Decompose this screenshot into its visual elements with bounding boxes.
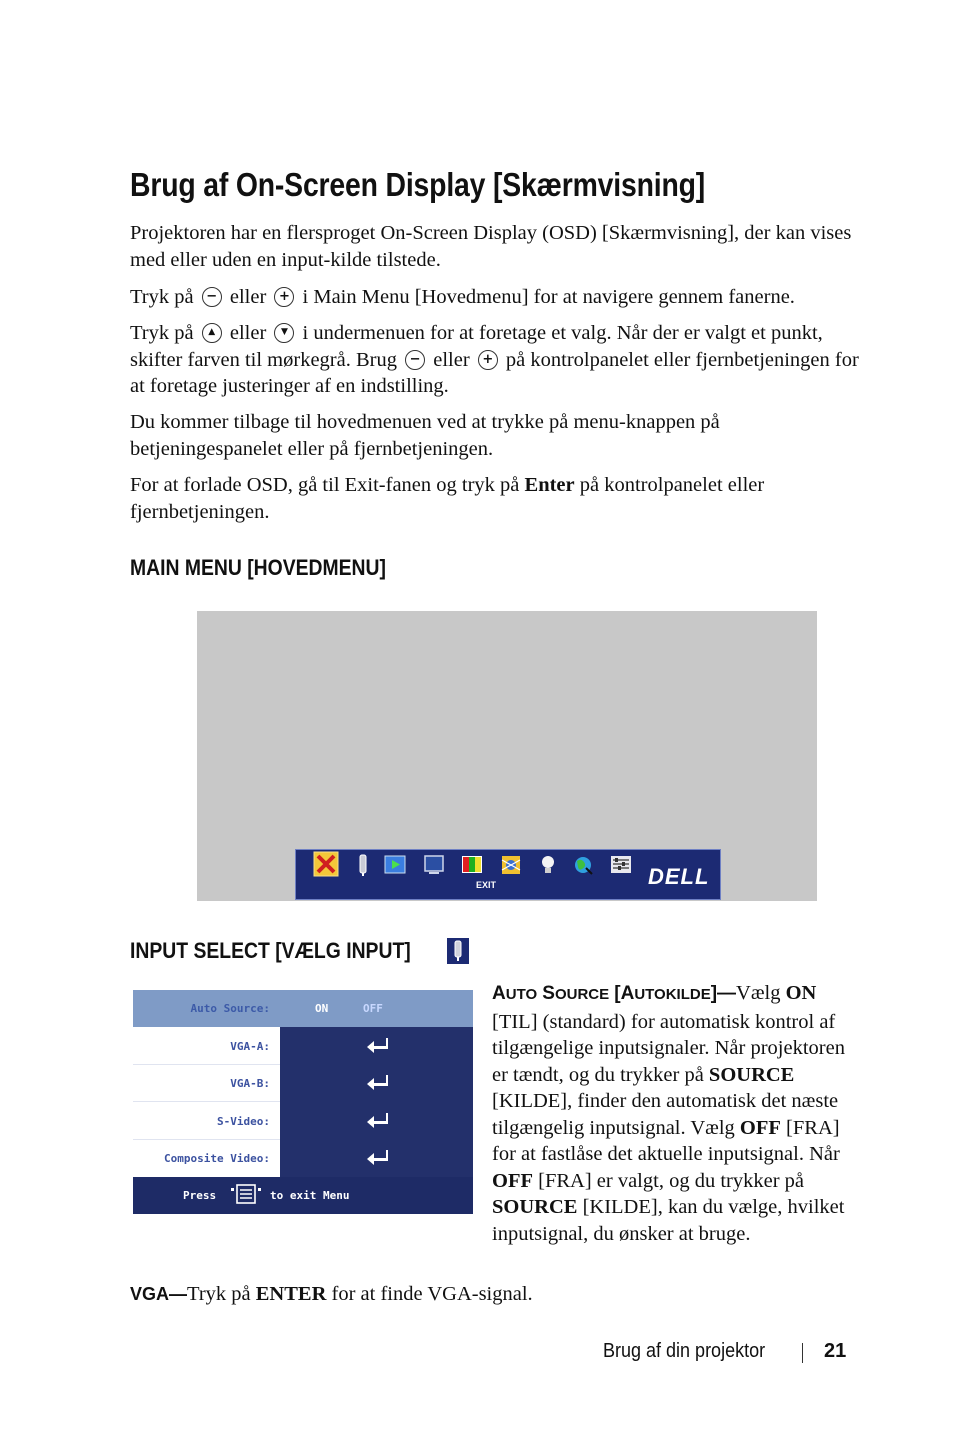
down-button-icon: ▼ [274,323,294,343]
dell-logo: DELL [648,864,710,889]
main-menu-osd-bar [295,849,721,900]
vga-a-label: VGA-A: [230,1040,270,1053]
enter-arrow-icon[interactable] [366,1074,388,1092]
up-button-icon: ▲ [202,323,222,343]
enter-arrow-icon[interactable] [366,1037,388,1055]
enter-arrow-icon[interactable] [366,1149,388,1167]
page-number: 21 [824,1340,847,1362]
vga-paragraph [130,1281,865,1308]
intro-paragraph: Projektoren har en flersproget On-Screen Display (OSD) [Skærmvisning], der kan vises med eller uden en input-kilde tilstede. [130,222,852,271]
nav-sub-mid: eller [229,322,267,344]
nav-main-paragraph [130,284,865,311]
auto-adjust-icon [384,854,406,876]
exit-pre: For at forlade OSD, gå til Exit-fanen og tryk på [130,474,520,496]
input-select-icon [352,854,374,876]
exit-icon [313,851,339,877]
input-select-icon [447,938,469,964]
nav-main-mid: eller [229,286,267,308]
other-icon [610,854,632,876]
exit-paragraph [130,472,865,525]
composite-video-label: Composite Video: [164,1152,270,1165]
row-divider [133,1139,280,1140]
auto-source-off-option[interactable]: OFF [363,1002,383,1015]
footer-divider [802,1343,803,1363]
nav-sub-post2: på kontrolpanelet eller fjernbetjeningen for at foretage justeringer af en indstilling. [130,348,859,397]
menu-button-icon [230,1183,262,1205]
return-paragraph: Du kommer tilbage til hovedmenuen ved at trykke på menu-knappen på betjeningespanelet eller på fjernbetjeningen. [130,411,720,460]
footer-section-title: Brug af din projektor [603,1340,766,1362]
footer-exit-text: to exit Menu [270,1189,350,1202]
page-title: Brug af On-Screen Display [Skærmvisning] [130,166,706,203]
nav-main-post: i Main Menu [Hovedmenu] for at navigere gennem fanerne. [302,286,795,308]
minus-button-icon: − [202,287,222,307]
nav-sub-paragraph [130,320,865,400]
vga-term: VGA— [130,1284,188,1304]
enter-term: ENTER [255,1283,327,1305]
input-select-heading [130,938,411,964]
picture-icon [423,854,445,876]
input-select-heading-text: INPUT SELECT [VÆLG INPUT] [130,938,411,963]
s-video-label: S-Video: [217,1115,270,1128]
nav-sub-post1: i undermenuen for at foretage et valg. Når der er valgt et punkt, skifter farven til mørkegrå. Brug [130,322,823,371]
auto-source-paragraph: AUTO SOURCE [AUTOKILDE]—Vælg ON [TIL] (standard) for automatisk kontrol af tilgængelige inputsignaler. Når projektoren er tændt, og du trykker på SOURCE [KILDE], finder den automatisk det næste tilgængelig inputsignal. Vælg OFF [FRA] for at fastlåse det aktuelle inputsignal. Når OFF [FRA] er valgt, og du trykker på SOURCE [KILDE], kan du vælge, hvilket inputsignal, du ønsker at bruge. [492,982,845,1245]
auto-source-label: Auto Source: [190,1002,270,1015]
vga-b-label: VGA-B: [230,1077,270,1090]
nav-main-pre: Tryk på [130,286,194,308]
auto-source-row [133,990,473,1027]
display-icon [461,854,483,876]
row-divider [133,1101,280,1102]
lamp-icon [537,854,559,876]
vga-pre: Tryk på [187,1283,251,1305]
plus-button-icon: + [274,287,294,307]
language-icon [572,854,594,876]
nav-sub-pre: Tryk på [130,322,194,344]
exit-post: på kontrolpanelet eller fjernbetjeningen. [130,474,765,523]
vga-post: for at finde VGA-signal. [331,1283,533,1305]
auto-source-on-option[interactable]: ON [315,1002,329,1015]
enter-term: Enter [524,474,575,496]
input-select-osd [133,990,473,1214]
selected-tab-label: EXIT [476,880,497,890]
auto-source-term: AUTO SOURCE [AUTOKILDE]— [492,983,737,1004]
main-menu-heading: MAIN MENU [HOVEDMENU] [130,555,386,580]
nav-sub-mid2: eller [433,348,470,371]
minus-button-icon: − [405,350,425,370]
input-select-footer [133,1177,473,1214]
footer-press: Press [183,1189,217,1202]
enter-arrow-icon[interactable] [366,1112,388,1130]
plus-button-icon: + [478,350,498,370]
row-divider [133,1064,280,1065]
setup-icon [500,854,522,876]
